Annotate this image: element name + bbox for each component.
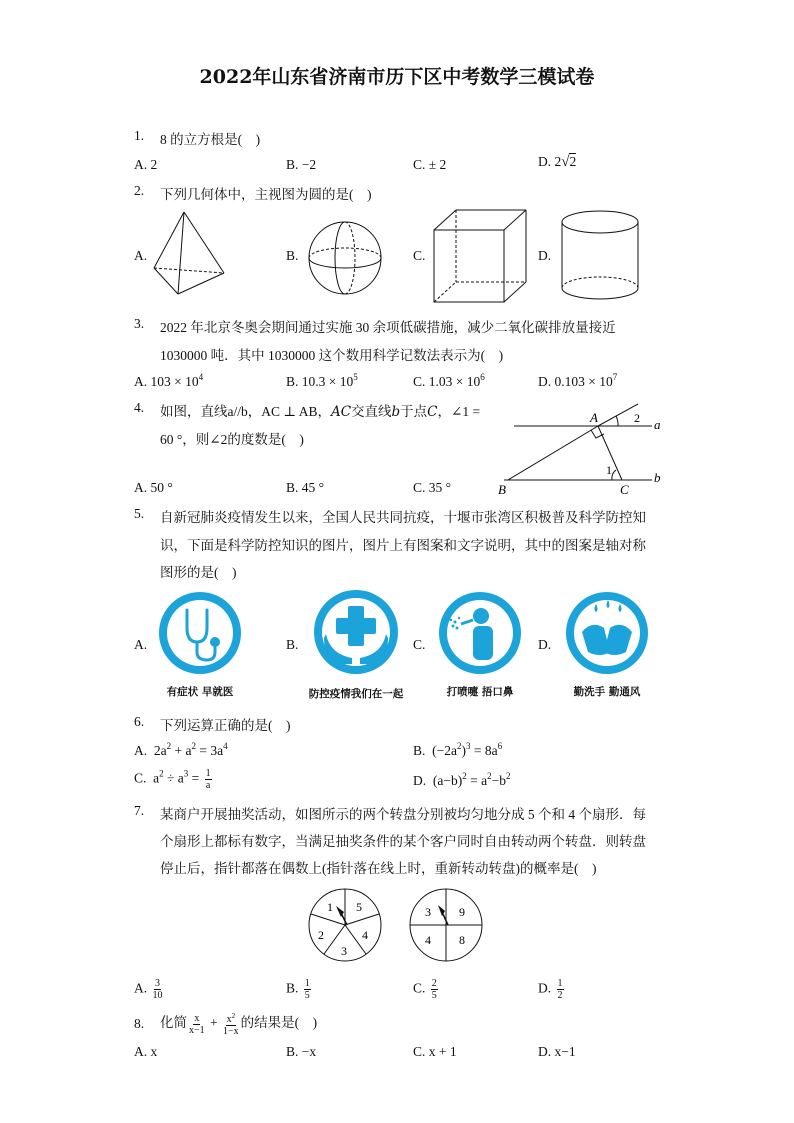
segment-ab xyxy=(508,426,598,480)
wheel2-sector: 9 xyxy=(459,905,465,919)
q5-option-c: C. xyxy=(413,637,426,652)
wheel2-sector: 3 xyxy=(425,905,431,919)
wheel2-sector: 4 xyxy=(425,933,431,947)
q8-option-a: A. x xyxy=(134,1044,158,1059)
cube-figure xyxy=(430,208,530,306)
q4-number: 4. xyxy=(134,400,145,415)
label-point-b: B xyxy=(498,482,506,497)
wheel1-sector: 4 xyxy=(362,928,368,942)
q4-option-b: B. 45 ° xyxy=(286,480,325,495)
q8-text: 化简 $\frac{x}{x-1}$ + $\frac{x^2}{1-x}$ 的结果是( ) xyxy=(160,1012,318,1037)
q6-option-a: A. $2a^2 + a^2 = 3a^4$ xyxy=(134,741,228,758)
wheel1-sector: 1 xyxy=(327,900,333,914)
q1-option-c: C. ± 2 xyxy=(413,157,447,172)
label-point-c: C xyxy=(620,482,629,497)
label-point-a: A xyxy=(590,410,598,425)
q7-line3: 停止后，指针都落在偶数上(指针落在线上时，重新转动转盘)的概率是( ) xyxy=(160,861,597,876)
stethoscope-icon xyxy=(157,590,243,676)
q6-option-b: B. $(-2a^2)^3 = 8a^6$ xyxy=(413,741,503,758)
wheel1-sector: 3 xyxy=(341,944,347,958)
sphere-figure xyxy=(305,218,385,298)
q6-option-c: C. $a^2 \div a^3$ = $\frac{1}{a}$ xyxy=(134,768,211,791)
q5-caption-b: 防控疫情我们在一起 xyxy=(308,688,404,700)
q5-line3: 图形的是( ) xyxy=(160,565,237,580)
q3-line2: 1030000 吨．其中 1030000 这个数用科学记数法表示为( ) xyxy=(160,348,504,363)
q1-option-b: B. −2 xyxy=(286,157,317,172)
q5-option-b: B. xyxy=(286,637,299,652)
wheel2-sector: 8 xyxy=(459,933,465,947)
q6-number: 6. xyxy=(134,714,145,729)
q5-caption-c: 打喷嚏 捂口鼻 xyxy=(446,686,514,698)
cylinder-figure xyxy=(558,208,642,304)
q5-caption-d: 勤洗手 勤通风 xyxy=(573,686,641,698)
page-title: 2022年山东省济南市历下区中考数学三模试卷 xyxy=(199,66,595,88)
q2-number: 2. xyxy=(134,183,145,198)
q3-option-b: B. $10.3 \times 10^5$ xyxy=(286,372,358,389)
sneeze-icon xyxy=(437,590,523,676)
q6-text: 下列运算正确的是( ) xyxy=(160,718,291,733)
label-angle-2: 2 xyxy=(634,411,640,425)
q5-line1: 自新冠肺炎疫情发生以来，全国人民共同抗疫，十堰市张湾区积极普及科学防控知 xyxy=(160,510,646,525)
q7-option-d: D. $\frac{1}{2}$ xyxy=(538,978,563,1001)
q4-geometry-figure xyxy=(490,400,680,500)
q5-option-a: A. xyxy=(134,637,148,652)
label-line-b: b xyxy=(654,470,661,485)
q1-number: 1. xyxy=(134,128,145,143)
q7-option-b: B. $\frac{1}{5}$ xyxy=(286,978,310,1001)
label-angle-1: 1 xyxy=(606,463,612,477)
medical-hands-icon xyxy=(312,588,400,676)
handwash-icon xyxy=(564,590,650,676)
wheel1-sector: 5 xyxy=(356,900,362,914)
q4-line1: 如图，直线a//b，AC ⊥ AB，𝐴𝐶交直线𝑏于点𝐶，∠1 = xyxy=(160,404,481,419)
q3-option-c: C. $1.03 \times 10^6$ xyxy=(413,372,485,389)
q2-option-a: A. xyxy=(134,248,148,263)
q5-number: 5. xyxy=(134,506,145,521)
q7-line2: 个扇形上都标有数字，当满足抽奖条件的某个客户同时自由转动两个转盘．则转盘 xyxy=(160,834,646,849)
spinner-four-sectors xyxy=(404,885,488,965)
q8-option-d: D. x−1 xyxy=(538,1044,576,1059)
q2-text: 下列几何体中，主视图为圆的是( ) xyxy=(160,187,372,202)
q4-line2: 60 °，则∠2的度数是( ) xyxy=(160,432,304,447)
q2-option-c: C. xyxy=(413,248,426,263)
spinner-five-sectors xyxy=(300,885,390,965)
q4-option-a: A. 50 ° xyxy=(134,480,173,495)
q1-text: 8 的立方根是( ) xyxy=(160,132,261,147)
q7-option-a: A. $\frac{3}{10}$ xyxy=(134,978,163,1001)
q6-option-d: D. $(a-b)^2 = a^2-b^2$ xyxy=(413,771,511,788)
q1-option-d: D. 2√2 xyxy=(538,154,577,170)
q7-number: 7. xyxy=(134,803,145,818)
q1-option-a: A. 2 xyxy=(134,157,158,172)
q8-option-b: B. −x xyxy=(286,1044,317,1059)
label-line-a: a xyxy=(654,417,661,432)
q5-caption-a: 有症状 早就医 xyxy=(166,686,234,698)
pyramid-figure xyxy=(150,208,230,298)
q8-option-c: C. x + 1 xyxy=(413,1044,457,1059)
q5-line2: 识，下面是科学防控知识的图片，图片上有图案和文字说明，其中的图案是轴对称 xyxy=(160,538,646,553)
q3-option-d: D. $0.103 \times 10^7$ xyxy=(538,372,618,389)
q3-number: 3. xyxy=(134,316,145,331)
wheel1-sector: 2 xyxy=(318,928,324,942)
q7-line1: 某商户开展抽奖活动，如图所示的两个转盘分别被均匀地分成 5 个和 4 个扇形．每 xyxy=(160,807,646,822)
q3-line1: 2022 年北京冬奥会期间通过实施 30 余项低碳措施，减少二氧化碳排放量接近 xyxy=(160,320,616,335)
q4-option-c: C. 35 ° xyxy=(413,480,452,495)
q5-option-d: D. xyxy=(538,637,552,652)
q3-option-a: A. $103 \times 10^4$ xyxy=(134,372,204,389)
q2-option-b: B. xyxy=(286,248,299,263)
q7-option-c: C. $\frac{2}{5}$ xyxy=(413,978,437,1001)
q2-option-d: D. xyxy=(538,248,552,263)
q8-number: 8. xyxy=(134,1016,145,1031)
